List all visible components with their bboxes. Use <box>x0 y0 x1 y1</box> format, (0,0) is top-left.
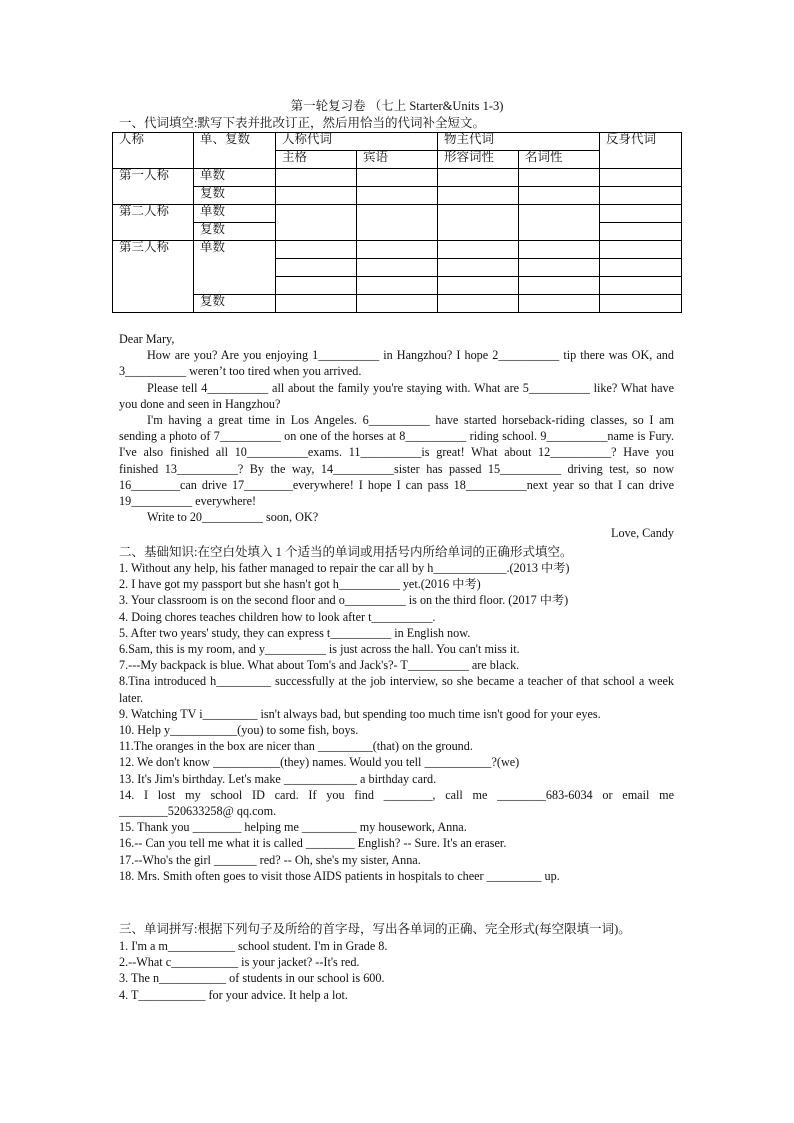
question-item: 12. We don't know ___________(they) names. Would you tell ___________?(we) <box>119 755 520 770</box>
cell-plural: 复数 <box>194 223 276 241</box>
blank-cell[interactable] <box>600 169 682 187</box>
subheader-adjective: 形容词性 <box>438 151 519 169</box>
question-item: 9. Watching TV i_________ isn't always bad, but spending too much time isn't good for your eyes. <box>119 706 601 721</box>
header-possessive-pronoun: 物主代词 <box>438 133 600 151</box>
spelling-item: 2.--What c___________ is your jacket? --It's red. <box>119 955 360 970</box>
blank-cell[interactable] <box>438 277 519 295</box>
blank-cell[interactable] <box>438 187 519 205</box>
blank-cell[interactable] <box>600 295 682 313</box>
section-2-heading: 二、基础知识:在空白处填入 1 个适当的单词或用括号内所给单词的正确形式填空。 <box>119 545 573 559</box>
header-reflexive-pronoun: 反身代词 <box>600 133 682 169</box>
question-item: 8.Tina introduced h_________ successfully at the job interview, so she became a teacher of that school a week later. <box>119 674 674 705</box>
blank-cell[interactable] <box>600 187 682 205</box>
blank-cell[interactable] <box>600 205 682 223</box>
blank-cell[interactable] <box>519 187 600 205</box>
blank-cell[interactable] <box>438 241 519 259</box>
spelling-item: 3. The n___________ of students in our school is 600. <box>119 971 385 986</box>
question-item: 3. Your classroom is on the second floor and o__________ is on the third floor. (2017 中考) <box>119 593 569 608</box>
question-item: 5. After two years' study, they can express t__________ in English now. <box>119 625 471 640</box>
question-item: 2. I have got my passport but she hasn't got h__________ yet.(2016 中考) <box>119 577 481 592</box>
question-item: 6.Sam, this is my room, and y__________ is just across the hall. You can't miss it. <box>119 642 520 657</box>
question-item: 11.The oranges in the box are nicer than _________(that) on the ground. <box>119 739 473 754</box>
letter-paragraph-3: I'm having a great time in Los Angeles. 6__________ have started horseback-riding classes, so I am sending a photo of 7__________ on one of the horses at 8__________ riding school. 9__________name is Fury. I've also finished all 10__________exams. 11__________is great! What about 12__________? Have you finished 13__________? By the way, 14__________sister has passed 15__________ driving test, so now 16________can drive 17________everywhere! I hope I can pass 18__________next year so that I can drive 19__________ everywhere! <box>119 413 674 509</box>
blank-cell[interactable] <box>600 223 682 241</box>
blank-cell[interactable] <box>600 277 682 295</box>
question-item: 10. Help y___________(you) to some fish, boys. <box>119 723 359 738</box>
subheader-noun: 名词性 <box>519 151 600 169</box>
letter-greeting: Dear Mary, <box>119 332 175 346</box>
question-item: 17.--Who's the girl _______ red? -- Oh, she's my sister, Anna. <box>119 852 421 867</box>
question-item: 13. It's Jim's birthday. Let's make ____________ a birthday card. <box>119 771 437 786</box>
section-2-list <box>119 560 674 884</box>
blank-cell[interactable] <box>276 169 357 187</box>
blank-cell[interactable] <box>357 187 438 205</box>
blank-cell[interactable] <box>276 241 357 259</box>
blank-cell[interactable] <box>438 259 519 277</box>
row-first-person: 第一人称 <box>113 169 194 205</box>
blank-cell[interactable] <box>519 169 600 187</box>
question-item: 15. Thank you ________ helping me _________ my housework, Anna. <box>119 820 467 835</box>
blank-cell[interactable] <box>357 241 438 259</box>
blank-cell[interactable] <box>276 295 357 313</box>
subheader-subject: 主格 <box>276 151 357 169</box>
blank-cell[interactable] <box>438 169 519 187</box>
letter-signature: Love, Candy <box>611 526 674 541</box>
blank-cell[interactable] <box>519 277 600 295</box>
question-item: 16.-- Can you tell me what it is called ________ English? -- Sure. It's an eraser. <box>119 836 507 851</box>
cell-singular: 单数 <box>194 241 276 295</box>
question-item: 7.---My backpack is blue. What about Tom's and Jack's?- T__________ are black. <box>119 658 520 673</box>
letter-paragraph-2: Please tell 4__________ all about the family you're staying with. What are 5__________ like? What have you done and seen in Hangzhou? <box>119 380 674 411</box>
letter-paragraph-1: How are you? Are you enjoying 1__________ in Hangzhou? I hope 2__________ tip there was OK, and 3__________ weren’t too tired when you arrived. <box>119 348 674 379</box>
blank-cell[interactable] <box>519 241 600 259</box>
blank-cell[interactable] <box>600 259 682 277</box>
cell-singular: 单数 <box>194 169 276 187</box>
spelling-item: 4. T___________ for your advice. It help a lot. <box>119 987 348 1002</box>
blank-cell[interactable] <box>357 295 438 313</box>
cell-singular: 单数 <box>194 205 276 223</box>
section-1-heading: 一、代词填空:默写下表并批改订正，然后用恰当的代词补全短文。 <box>119 116 485 130</box>
blank-cell[interactable] <box>519 205 600 241</box>
question-item: 14. I lost my school ID card. If you find ________, call me ________683-6034 or email me ________520633258@ qq.com. <box>119 787 674 819</box>
blank-cell[interactable] <box>276 277 357 295</box>
section-3 <box>119 921 674 1003</box>
row-third-person: 第三人称 <box>113 241 194 313</box>
blank-cell[interactable] <box>357 169 438 187</box>
blank-cell[interactable] <box>438 295 519 313</box>
blank-cell[interactable] <box>519 259 600 277</box>
question-item: 1. Without any help, his father managed to repair the car all by h____________.(2013 中考) <box>119 561 570 575</box>
blank-cell[interactable] <box>519 295 600 313</box>
blank-cell[interactable] <box>357 277 438 295</box>
header-person: 人称 <box>113 133 194 169</box>
letter <box>119 331 674 542</box>
row-second-person: 第二人称 <box>113 205 194 241</box>
section-3-heading: 三、单词拼写:根据下列句子及所给的首字母，写出各单词的正确、完全形式(每空限填一词)。 <box>119 922 631 936</box>
blank-cell[interactable] <box>600 241 682 259</box>
blank-cell[interactable] <box>276 259 357 277</box>
blank-cell[interactable] <box>357 259 438 277</box>
blank-cell[interactable] <box>276 187 357 205</box>
blank-cell[interactable] <box>357 205 438 241</box>
blank-cell[interactable] <box>276 205 357 241</box>
header-number: 单、复数 <box>194 133 276 169</box>
page-title: 第一轮复习卷 （七上 Starter&Units 1-3) <box>290 99 504 113</box>
blank-cell[interactable] <box>438 205 519 241</box>
cell-plural: 复数 <box>194 295 276 313</box>
question-item: 18. Mrs. Smith often goes to visit those AIDS patients in hospitals to cheer _________ up. <box>119 868 560 883</box>
spelling-item: 1. I'm a m___________ school student. I'm in Grade 8. <box>119 939 388 953</box>
cell-plural: 复数 <box>194 187 276 205</box>
question-item: 4. Doing chores teaches children how to look after t__________. <box>119 609 436 624</box>
letter-paragraph-4: Write to 20__________ soon, OK? <box>147 510 319 525</box>
pronoun-table <box>112 132 682 313</box>
subheader-object: 宾语 <box>357 151 438 169</box>
header-personal-pronoun: 人称代词 <box>276 133 438 151</box>
